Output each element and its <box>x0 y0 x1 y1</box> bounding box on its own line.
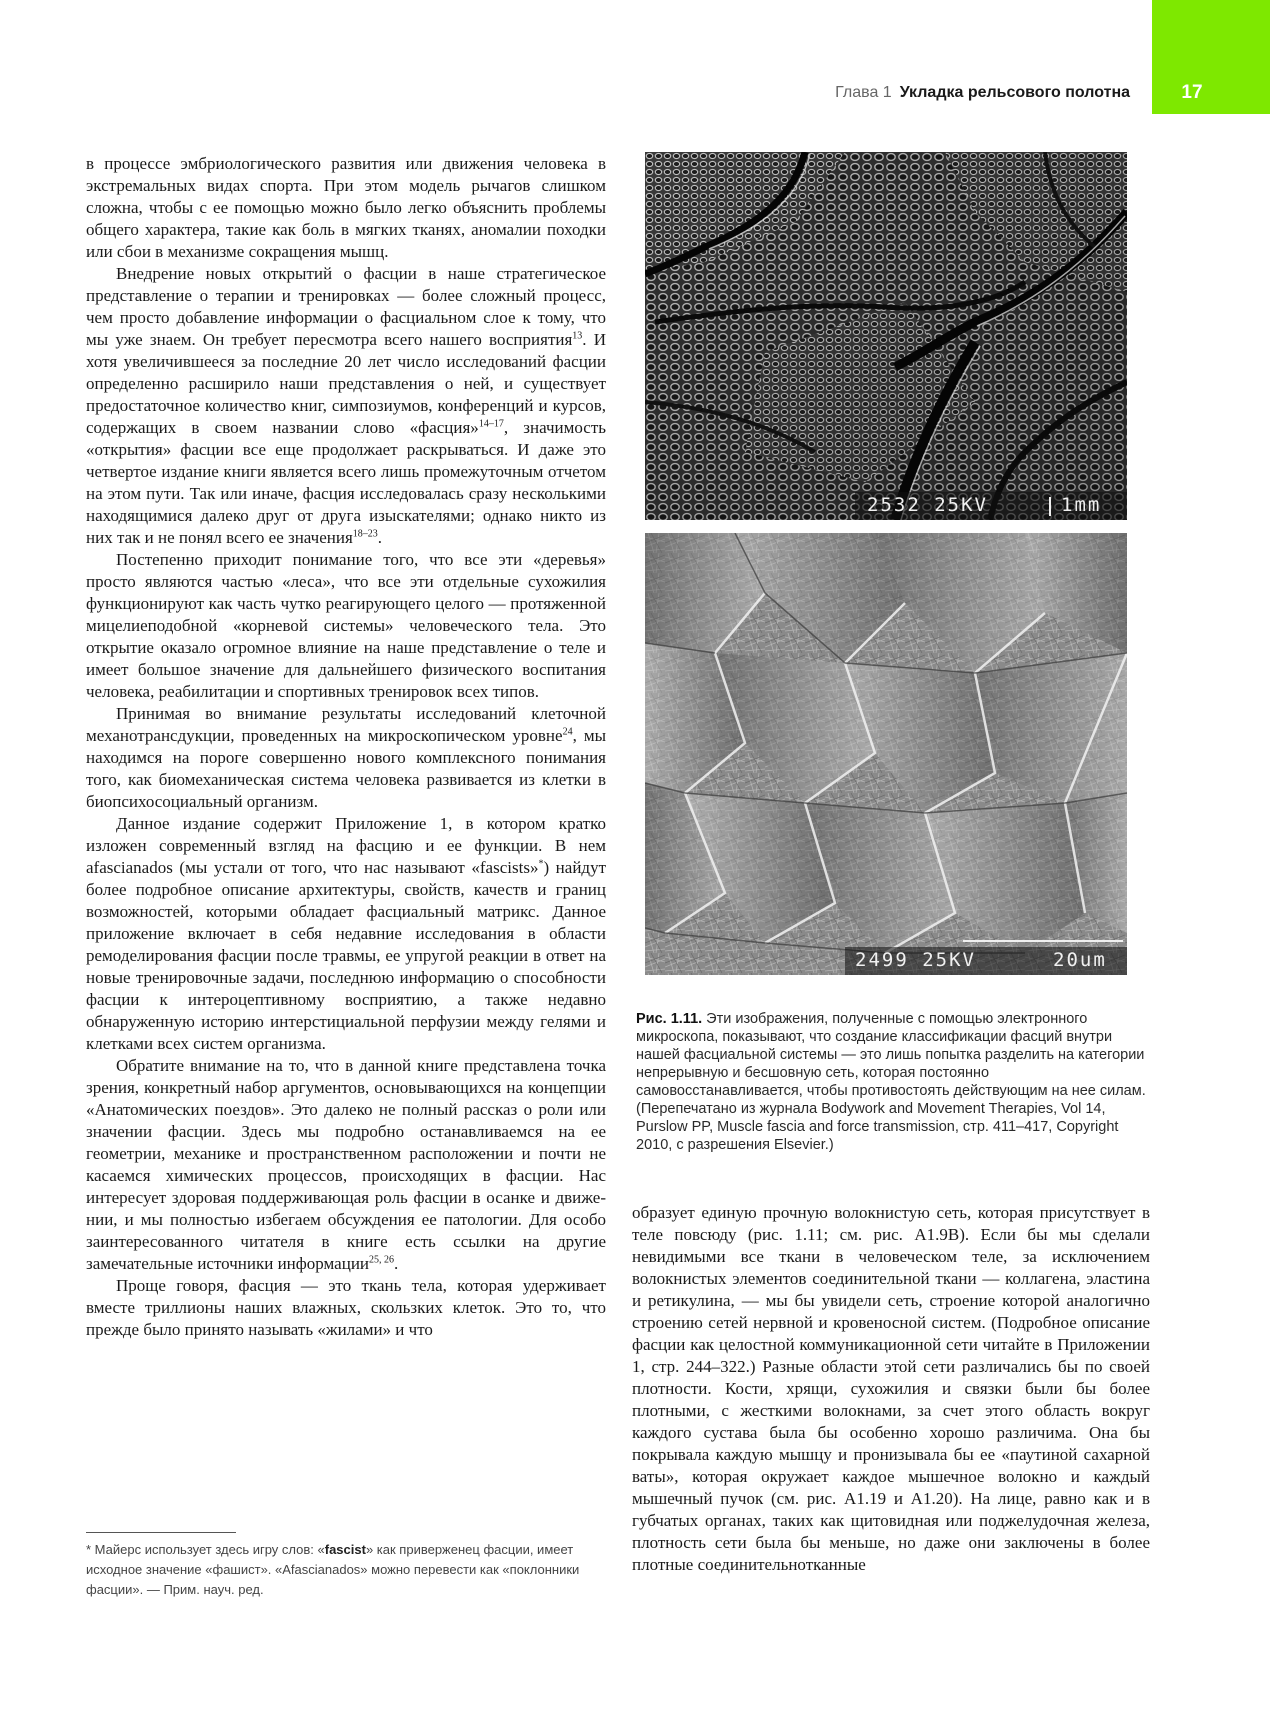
left-column <box>86 153 606 1341</box>
paragraph-4-tail: , мы находимся на пороге совершенно нового комплексного понимания того, как биомеханическая система человека развивается из клетки в биопсихосоциальный организм. <box>86 726 607 811</box>
footnote <box>86 1540 606 1600</box>
top-image-code: 2532 25KV <box>867 494 988 516</box>
paragraph-2-tail: . И хотя увеличившееся за последние 20 лет число исследований фасции определенно расширило наши представления о ней, и существует предостаточное количество книг, симпозиумов, конференций и курсов, содержащих в своем названии слово «фасция» <box>86 330 606 437</box>
footnote-divider <box>86 1532 236 1533</box>
paragraph-5-tail: ) найдут более подробное описание архитектуры, свойств, качеств и границ возможностей, которыми обладает фасциальный матрикс. Данное приложение включает в себя недавние исследования в области ремоделирования фасции после травмы, ее упругой реакции в ответ на новые тренировочные задачи, последнюю информацию о способности фасции к интероцептивному восприятию, а также недавно обнаруженную историю интерстициальной перфузии между гелями и клетками всех систем организма. <box>86 858 607 1053</box>
paragraph-5-text: Данное издание содержит Приложение 1, в котором кратко изложен современный взгляд на фасцию и ее функции. В нем afascianados (мы устали от того, что нас называют «fascists» <box>86 814 606 877</box>
footnote-term: fascist <box>324 1542 366 1557</box>
citation-18-23: 18–23 <box>352 528 378 540</box>
paragraph-7: Проще говоря, фасция — это ткань тела, которая удерживает вместе триллионы наших влажных, скользких клеток. Это то, что прежде было принято называть «жилами» и что <box>86 1276 606 1339</box>
footnote-text-before: Майерс использует здесь игру слов: « <box>91 1542 325 1557</box>
citation-13: 13 <box>572 330 583 342</box>
bottom-image-scale: 20um <box>1053 949 1107 971</box>
fibrous-network-micrograph-image <box>645 533 1127 975</box>
caption-label: Рис. 1.11. <box>636 1011 703 1027</box>
micrograph-bottom <box>645 533 1127 975</box>
paragraph-6 <box>86 1055 606 1275</box>
paragraph-4 <box>86 703 606 813</box>
citation-25-26: 25, 26 <box>369 1254 395 1266</box>
top-image-scale: 1mm <box>1061 494 1102 516</box>
paragraph-2-tail2: , значимость «открытия» фасции все еще продолжает раскрываться. И даже это четвертое издание книги является всего лишь промежуточным отчетом на этом пути. Так или иначе, фасция исследовалась сразу несколькими находящимися далеко друг от друга изыскателями; однако никто из них так и не понял всего ее значения <box>86 418 606 547</box>
footnote-text-after: » как приверженец фасции, имеет исходное значение «фашист». «Afascianados» можно перевести как «поклонники фасции». — Прим. науч. ред. <box>86 1542 580 1597</box>
micrograph-top <box>645 152 1127 520</box>
paragraph-2-text: Внедрение новых открытий о фасции в наше стратегическое представление о терапии и тренировках — более сложный процесс, чем просто добавление информации о фасциальном слое к тому, что мы уже знаем. Он требует пересмотра всего нашего восприятия <box>86 264 606 349</box>
paragraph-6-text: Обратите внимание на то, что в данной книге представлена точка зрения, конкретный набор аргументов, основывающихся на концепции «Анатомических поездов». Это далеко не полный рассказ о роли или значении фасции. Здесь мы подробно останавливаемся на ее геометрии, механике и пространственном расположении и почти не касаемся химических процессов, происходящих в фасции. Нас интересует здоровая поддерживающая роль фасции в осанке и движении, и мы полностью избегаем обсуждения ее патологии. Для особо заинтересованного читателя в книге есть ссылки на другие замечательные источники информации <box>86 1056 606 1273</box>
paragraph-4-text: Принимая во внимание результаты исследований клеточной механотрансдукции, проведенных на микроскопическом уровне <box>86 704 606 745</box>
paragraph-6-end: . <box>394 1254 399 1273</box>
paragraph-5 <box>86 813 606 1055</box>
right-column <box>632 1202 1150 1576</box>
footnote-ref: * <box>538 858 544 870</box>
footnote-marker: * <box>86 1542 92 1557</box>
chapter-label: Глава 1 <box>835 84 892 101</box>
bottom-image-code: 2499 25KV <box>855 949 976 971</box>
paragraph-1: в процессе эмбриологического развития или движения человека в экстремальных видах спорта. При этом модель рычагов слишком сложна, чтобы с ее помощью можно было легко объяснить проблемы общего характера, такие как боль в мягких тканях, аномалии походки или сбои в механизме сокращения мышц. <box>86 154 606 261</box>
right-paragraph: образует единую прочную волокнистую сеть, которая присутствует в теле повсюду (рис. 1.11; см. рис. A1.9B). Если бы мы сделали невидимыми все ткани в человеческом теле, за исключением волокнистых элементов соединительной ткани — коллагена, эластина и ретикулина, — мы бы увидели сеть, строение которой аналогично строению сетей нервной и кровеносной систем. (Подробное описание фасции как целостной коммуникационной сети читайте в Приложении 1, стр. 244–322.) Разные области этой сети различались бы по своей плотности. Кости, хрящи, сухожилия и связки были бы более плотными, с жесткими волокнами, за счет этого область вокруг каждого сустава была бы особенно хорошо различима. Она бы покрывала каждую мышцу и пронизывала бы ее «паутиной сахарной ваты», которая окружает каждое мышечное волокно и каждый мышечный пучок (см. рис. A1.19 и A1.20). На лице, равно как и в губчатых органах, таких как щитовидная или поджелудочная железа, плотность сети была бы меньше, но даже они заключены в более плотные соединительнотканные <box>632 1203 1150 1574</box>
honeycomb-micrograph-image <box>645 152 1127 520</box>
citation-14-17: 14–17 <box>478 418 504 430</box>
caption-text: Эти изображения, полученные с помощью электронного микроскопа, показывают, что создание классификации фасций внутри нашей фасциальной системы — это лишь попытка разделить на категории непрерывную и бесшовную сеть, которая постоянно самовосстанавливается, чтобы противостоять действующим на нее силам. (Перепечатано из журнала Bodywork and Movement Therapies, Vol 14, Purslow PP, Muscle fascia and force transmission, стр. 411–417, Copyright 2010, с разрешения Elsevier.) <box>636 1011 1146 1153</box>
paragraph-2-end: . <box>377 528 383 547</box>
page-number: 17 <box>1181 82 1203 103</box>
paragraph-3: Постепенно приходит понимание того, что все эти «деревья» просто являются частью «леса», что все эти отдельные сухожилия функционируют как часть чутко реагирующего целого — протяженной мицелиеподобной «корневой системы» человеческого тела. Это открытие оказало огромное влияние на наше представление о теле и имеет большое значение для дальнейшего физического воспитания человека, реабилитации и спортивных тренировок всех типов. <box>86 550 606 701</box>
figure-caption <box>636 1010 1150 1154</box>
paragraph-2 <box>86 263 606 549</box>
citation-24: 24 <box>562 726 573 738</box>
chapter-title: Укладка рельсового полотна <box>899 84 1130 101</box>
running-head <box>835 84 1130 102</box>
